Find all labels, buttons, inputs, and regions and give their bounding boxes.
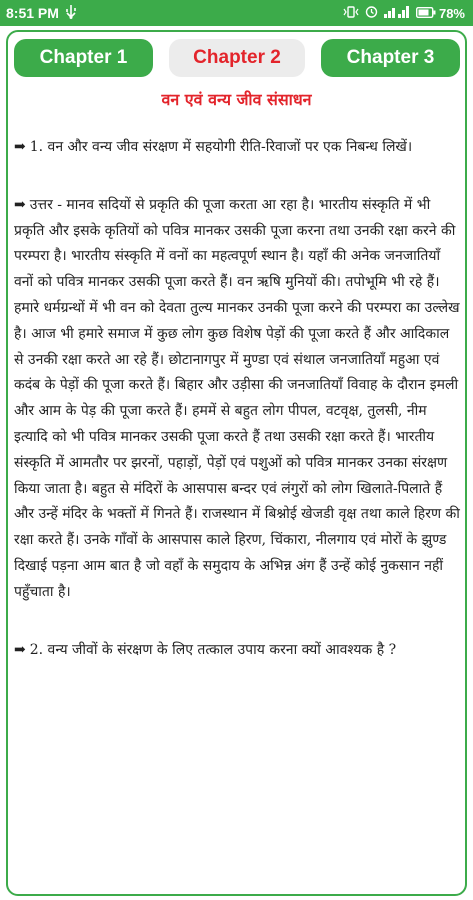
chapter-content [14,135,460,695]
arrow-right-icon: ➡ [14,641,26,658]
battery-percent: 78% [438,5,465,21]
status-time: 8:51 PM [6,5,59,21]
tab-chapter-3[interactable]: Chapter 3 [321,39,460,77]
arrow-right-icon: ➡ [14,139,26,155]
usb-icon [65,5,77,22]
chapter-title: वन एवं वन्य जीव संसाधन [161,90,312,109]
status-bar [0,0,473,26]
status-left [6,5,77,22]
question-2-text: 2. वन्य जीवों के संरक्षण के लिए तत्काल उपाय करना क्यों आवश्यक है ? [29,641,397,658]
vibrate-icon [343,5,359,21]
tab-chapter-1[interactable]: Chapter 1 [14,39,153,77]
question-1-text: 1. वन और वन्य जीव संरक्षण में सहयोगी रीति-रिवाजों पर एक निबन्ध लिखें। [29,139,413,155]
signal-icon [384,5,410,21]
answer-1-text: उत्तर - मानव सदियों से प्रकृति की पूजा करता आ रहा है। भारतीय संस्कृति में भी प्रकृति और इसके कृतियों को पवित्र मानकर उसकी पूजा करना तथा उनकी रक्षा करने की परम्परा है। भारतीय संस्कृति में वनों का महत्वपूर्ण स्थान है। यहाँ की अनेक जनजातियाँ वनों को पवित्र मानकर उसकी पूजा करते हैं। वन ऋषि मुनियों की। तपोभूमि भी रहे हैं। हमारे धर्मग्रन्थों में भी वन को देवता तुल्य मानकर उनकी पूजा करने की परम्परा का उल्लेख है। आज भी हमारे समाज में कुछ लोग कुछ विशेष पेड़ों की पूजा करते हैं और आदिकाल से उनकी रक्षा करते आ रहे हैं। छोटानागपुर में मुण्डा एवं संथाल जनजातियाँ महुआ एवं कदंब के पेड़ों की पूजा करते हैं। बिहार और उड़ीसा की जनजातियाँ विवाह के दौरान इमली और आम के पेड़ की पूजा करते हैं। हममें से बहुत लोग पीपल, वटवृक्ष, तुलसी, नीम इत्यादि को भी पवित्र मानकर उसकी पूजा करते हैं तथा उसकी रक्षा करते हैं। भारतीय संस्कृति में आमतौर पर झरनों, पहाड़ों, पेड़ों एवं पशुओं को पवित्र मानकर उनका संरक्षण किया जाता है। बहुत से मंदिरों के आसपास बन्दर एवं लंगुरों को लोग खिलाते-पिलाते हैं और उन्हें मंदिर के भक्तों में गिनते हैं। राजस्थान में बिश्नोई खेजडी वृक्ष तथा काले हिरण की रक्षा करते हैं। उनके गाँवों के आसपास काले हिरण, चिंकारा, नीलगाय एवं मोरों के झुण्ड दिखाई पड़ना आम बात है जो वहाँ के समुदाय के अभिन्न अंग हैं उन्हें कोई नुकसान नहीं पहुँचाता है। [14,196,460,600]
tab-chapter-2[interactable]: Chapter 2 [169,39,305,77]
battery-icon [416,6,436,21]
status-right [343,5,465,21]
alarm-icon [365,5,378,21]
chapter-tabs [14,39,460,77]
question-1 [14,135,460,161]
arrow-right-icon: ➡ [14,196,26,213]
answer-1 [14,193,460,606]
battery-indicator [416,6,465,21]
question-2 [14,638,460,664]
